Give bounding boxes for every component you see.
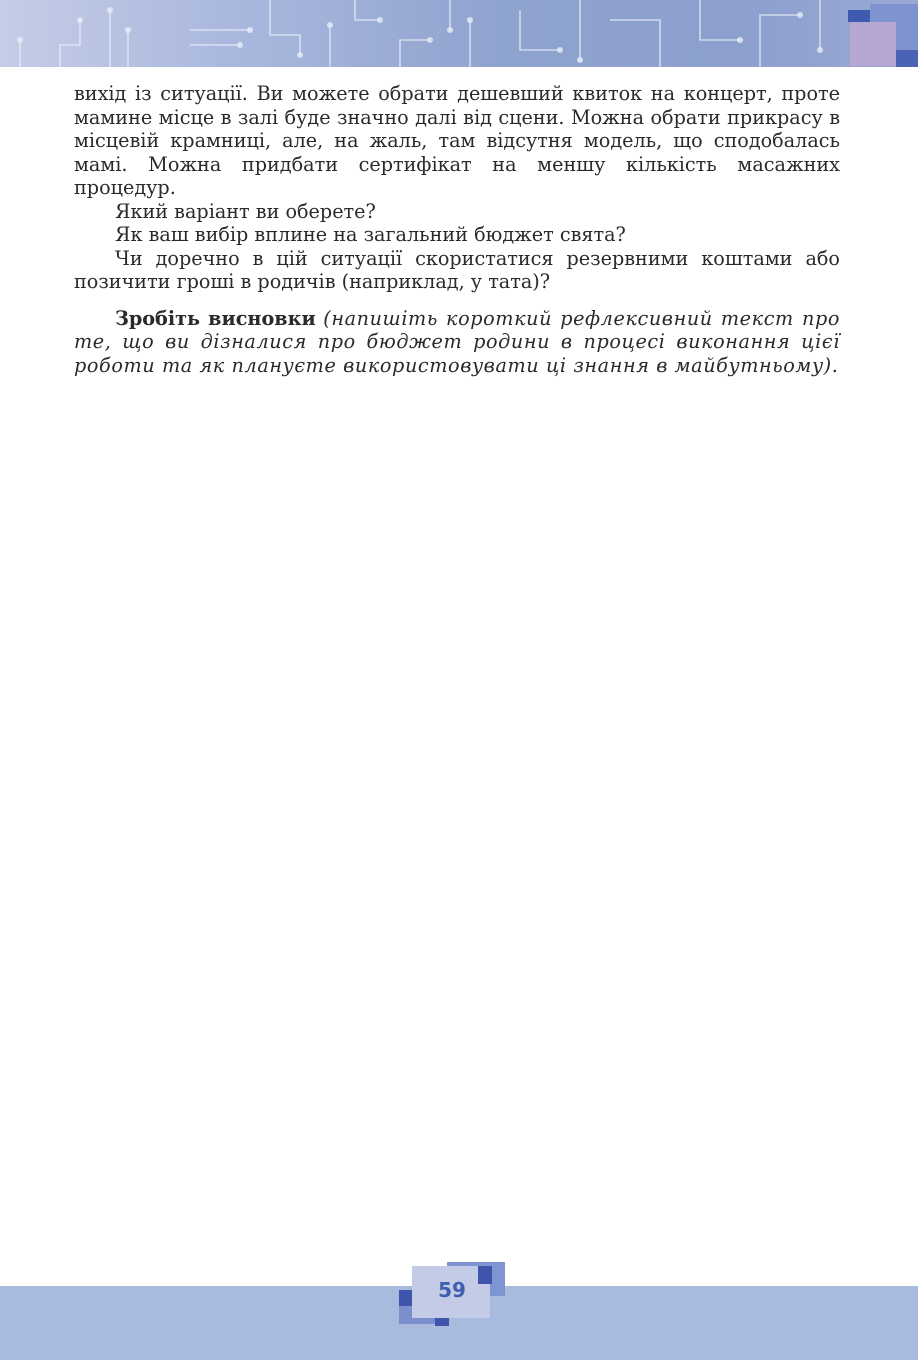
paragraph-continuation: вихід із ситуації. Ви можете обрати дешевший квиток на концерт, проте мамине місце в залі буде значно далі від сцени. Можна обрати прикрасу в місцевій крамниці, але, на жаль, там відсутня модель, що сподобалась мамі. Можна придбати сертифікат на меншу кількість масажних процедур. [74,82,840,199]
page-content [74,82,840,377]
question-2: Як ваш вибір вплине на загальний бюджет свята? [115,223,626,246]
header-square-decoration [850,22,896,66]
page-number: 59 [438,1278,466,1302]
header-square-decoration [848,10,870,22]
page-number-decoration [399,1290,413,1306]
circuit-pattern [0,0,918,67]
header-square-decoration [896,50,918,67]
page-number-decoration [435,1318,449,1326]
conclusion-instructions: (напишіть короткий рефлексивний текст про те, що ви дізналися про бюджет родини в процесі виконання цієї роботи та як плануєте використовувати ці знання в майбутньому). [74,306,840,377]
question-1: Який варіант ви оберете? [115,199,376,223]
question-3: Чи доречно в цій ситуації скористатися резервними коштами або позичити гроші в родичів (наприклад, у тата)? [74,246,840,293]
conclusion-heading: Зробіть висновки [115,306,316,330]
conclusion-paragraph [74,307,840,378]
header-banner [0,0,918,67]
